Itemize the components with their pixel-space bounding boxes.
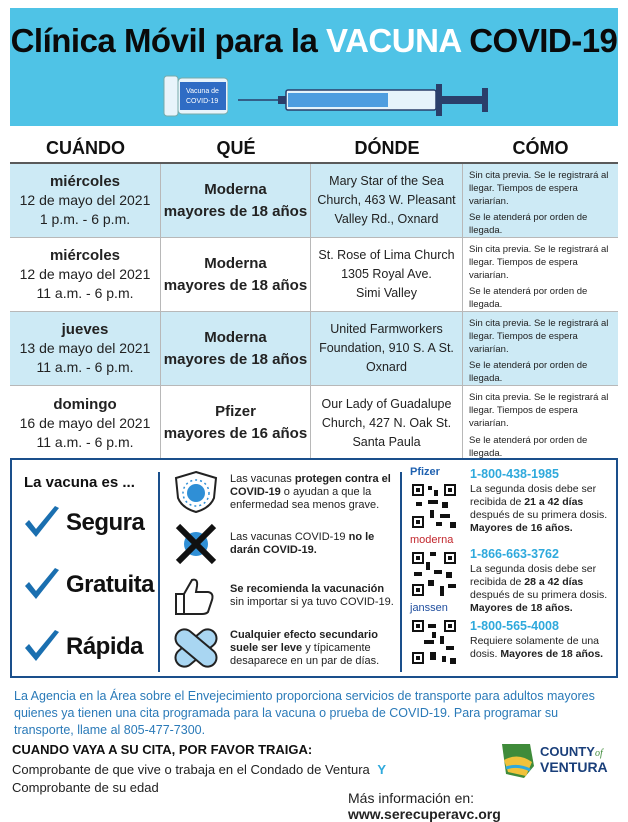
cell-how: Sin cita previa. Se le registrará al llegar. Tiempos de espera variarían. Se le atenderá por orden de llegada. [469, 170, 609, 236]
qr-code-janssen [410, 618, 458, 666]
vial-label-1: Vacuna de [186, 88, 219, 95]
janssen-logo: janssen [410, 602, 448, 614]
fact-no-covid: Las vacunas COVID-19 no le darán COVID-19. [170, 522, 396, 566]
cell-where: Mary Star of the Sea Church, 463 W. Pleasant Valley Rd., Oxnard [311, 164, 463, 237]
vial-label-2: COVID-19 [186, 98, 219, 105]
vaccine-vial-icon [158, 72, 228, 120]
table-header [10, 132, 618, 164]
cell-where: St. Rose of Lima Church 1305 Royal Ave. Simi Valley [311, 238, 463, 311]
check-rapida: Rápida [22, 628, 143, 666]
qr-code-moderna [410, 550, 458, 598]
ventura-text: VENTURA [540, 759, 608, 775]
website-link[interactable]: www.serecuperavc.org [348, 806, 501, 822]
check-gratuita: Gratuita [22, 566, 154, 604]
cell-when: miércoles 12 de mayo del 2021 11 a.m. - 6 p.m. [10, 238, 161, 311]
no-virus-icon [170, 522, 222, 566]
thumbs-up-icon [170, 574, 222, 618]
county-of-ventura-logo [500, 738, 620, 784]
cell-when: jueves 13 de mayo del 2021 11 a.m. - 6 p.m. [10, 312, 161, 385]
page-title: Clínica Móvil para la VACUNA COVID-19 [10, 22, 618, 59]
moderna-contact: 1-866-663-3762 La segunda dosis debe ser recibida de 28 a 42 días después de su primera dosis. Mayores de 18 años. [470, 547, 608, 614]
county-of-text: of [595, 748, 603, 759]
checkmark-icon [22, 504, 62, 542]
more-info: Más información en: www.serecuperavc.org [348, 790, 501, 822]
header-como: CÓMO [512, 138, 569, 158]
bring-title: CUANDO VAYA A SU CITA, POR FAVOR TRAIGA: [12, 742, 313, 757]
divider [158, 472, 160, 672]
cell-how: Sin cita previa. Se le registrará al llegar. Tiempos de espera variarían. Se le atenderá por orden de llegada. [469, 244, 609, 310]
cell-what: Moderna mayores de 18 años [161, 312, 311, 385]
header-donde: DÓNDE [354, 138, 420, 158]
check-mark: Y [377, 762, 387, 777]
transport-note: La Agencia en la Área sobre el Envejecimiento proporciona servicios de transporte para adultos mayores quienes ya tienen una cita programada para la vacuna o prueba de COVID-19. Para programar su transporte, llame al 805-477-7300. [14, 689, 595, 737]
bring-item-residence: Comprobante de que vive o trabaja en el Condado de Ventura Y [12, 762, 387, 777]
checkmark-icon [22, 566, 62, 604]
cell-when: miércoles 12 de mayo del 2021 1 p.m. - 6 p.m. [10, 164, 161, 237]
moderna-logo: moderna [410, 534, 454, 546]
bring-item-age: Comprobante de su edad [12, 780, 159, 795]
header-que: QUÉ [216, 138, 256, 158]
schedule-table [10, 132, 618, 460]
cell-what: Pfizer mayores de 16 años [161, 386, 311, 460]
bandage-icon [170, 626, 222, 670]
check-segura: Segura [22, 504, 144, 542]
table-row [10, 386, 618, 460]
vaccine-info-box [10, 458, 618, 678]
cell-what: Moderna mayores de 18 años [161, 238, 311, 311]
cell-where: Our Lady of Guadalupe Church, 427 N. Oak St. Santa Paula [311, 386, 463, 460]
cell-what: Moderna mayores de 18 años [161, 164, 311, 237]
table-row [10, 238, 618, 312]
fact-side-effects: Cualquier efecto secundario suele ser leve y típicamente desaparece en un par de días. [170, 626, 396, 670]
divider [400, 472, 402, 672]
county-text: COUNTY [540, 744, 595, 759]
vaccine-is-title: La vacuna es ... [24, 474, 135, 491]
fact-protect: Las vacunas protegen contra el COVID-19 o ayudan a que la enfermedad sea menos grave. [170, 470, 396, 514]
header-cuando: CUÁNDO [46, 138, 125, 158]
cell-when: domingo 16 de mayo del 2021 11 a.m. - 6 p.m. [10, 386, 161, 460]
header-banner [10, 8, 618, 126]
shield-virus-icon [170, 470, 222, 514]
table-row [10, 312, 618, 386]
syringe-icon [238, 76, 498, 124]
cell-how: Sin cita previa. Se le registrará al llegar. Tiempos de espera variarían. Se le atenderá por orden de llegada. [469, 392, 609, 459]
pfizer-logo: Pfizer [410, 466, 440, 478]
janssen-contact: 1-800-565-4008 Requiere solamente de una dosis. Mayores de 18 años. [470, 619, 604, 660]
table-row [10, 164, 618, 238]
pfizer-contact: 1-800-438-1985 La segunda dosis debe ser recibida de 21 a 42 días después de su primera dosis. Mayores de 16 años. [470, 467, 608, 534]
qr-code-pfizer [410, 482, 458, 530]
checkmark-icon [22, 628, 62, 666]
cell-where: United Farmworkers Foundation, 910 S. A St. Oxnard [311, 312, 463, 385]
cell-how: Sin cita previa. Se le registrará al llegar. Tiempos de espera variarían. Se le atenderá por orden de llegada. [469, 318, 609, 384]
fact-recommend: Se recomienda la vacunación sin importar si ya tuvo COVID-19. [170, 574, 396, 618]
